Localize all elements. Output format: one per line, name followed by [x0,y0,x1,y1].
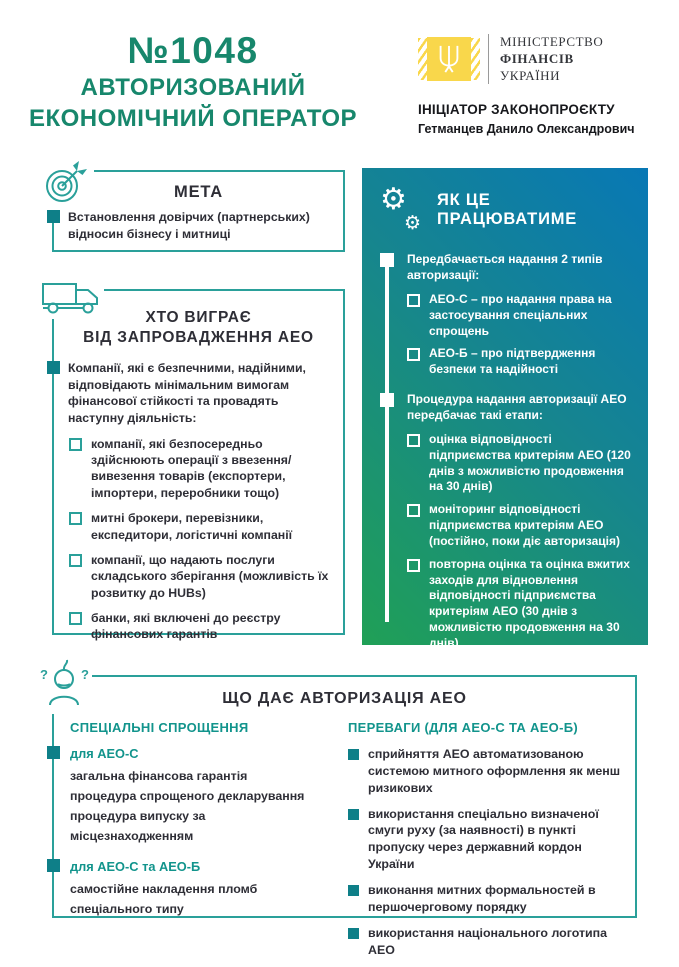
checkbox-icon [407,434,420,447]
who-title-line2: ВІД ЗАПРОВАДЖЕННЯ АЕО [83,329,314,347]
simplification-group-label: для АЕО-С та АЕО-Б [70,859,201,875]
square-bullet-icon [47,746,60,759]
simplifications-heading: СПЕЦІАЛЬНІ СПРОЩЕННЯ [70,720,249,735]
simplification-line: самостійне накладення пломб спеціального типу [70,882,258,917]
ministry-line1: МІНІСТЕРСТВО [500,34,604,49]
benefits-card [40,667,637,957]
how-panel-head [380,182,634,234]
benefits-columns [54,708,635,967]
ministry-line2: ФІНАНСІВ [500,50,574,66]
person-icon-holder [36,654,92,714]
ministry-logo-square [427,37,471,81]
how-timeline [380,252,634,652]
bill-number: №1048 [127,30,259,71]
square-bullet-icon [47,210,60,223]
checkbox-icon [69,612,82,625]
square-bullet-icon [348,749,359,760]
benefits-title: ЩО ДАЄ АВТОРИЗАЦІЯ АЕО [222,690,467,707]
meta-card [52,170,345,252]
gears-icon [380,182,424,234]
checkbox-icon [407,504,420,517]
how-item: АЕО-С – про надання права на застосування спеціальних спрощень [407,292,634,339]
advantages-column [348,716,621,967]
who-item: компанії, які безпосередньо здійснюють операції з ввезення/вивезення товарів (експортери, імпортери, переробники тощо) [69,436,331,501]
ministry-name [500,34,603,85]
gear-big-icon: ⚙ [380,182,407,217]
checkbox-icon [69,512,82,525]
simplification-line: загальна фінансова гарантія [70,769,248,783]
how-group [380,392,634,652]
checkbox-icon [407,294,420,307]
how-panel-title: ЯК ЦЕ ПРАЦЮВАТИМЕ [437,191,578,228]
square-bullet-icon [348,885,359,896]
checkbox-icon [69,438,82,451]
initiator-name: Гетманцев Данило Олександрович [418,121,635,136]
how-group [380,252,634,378]
square-bullet-icon [47,859,60,872]
initiator-label: ІНІЦІАТОР ЗАКОНОПРОЄКТУ [418,101,615,117]
simplification-group [70,746,332,846]
page-title [18,30,368,134]
how-item: моніторинг відповідності підприємства критеріям АЕО (постійно, поки діє авторизація) [407,502,634,549]
advantage-item: використання національного логотипа АЕО [348,925,621,959]
how-group-intro: Передбачається надання 2 типів авторизації: [407,252,603,282]
advantages-heading: ПЕРЕВАГИ (ДЛЯ АЕО-С ТА АЕО-Б) [348,720,578,735]
who-intro: Компанії, які є безпечними, надійними, відповідають мінімальним вимогам фінансової стійкості та провадять наступну діяльність: [68,360,331,427]
gear-small-icon: ⚙ [403,212,421,234]
how-item: повторна оцінка та оцінка вжитих заходів для відновлення відповідності підприємства критеріям АЕО (30 днів з можливістю продовження на 30 днів) [407,557,634,652]
how-it-works-panel [362,168,648,650]
truck-icon [41,280,101,316]
ministry-line3: УКРАЇНИ [500,67,561,83]
target-icon-holder [40,154,94,210]
simplifications-column [70,716,332,967]
logo-hatch-left [418,38,427,80]
who-item: компанії, що надають послуги складського зберігання (можливість їх розвитку до HUBs) [69,552,331,601]
advantage-item: використання спеціально визначеної смуги руху (за наявності) в пункті пропуску через державний кордон України [348,806,621,873]
initiator-block [418,102,663,136]
how-group-intro: Процедура надання авторизації АЕО передбачає такі етапи: [407,392,627,422]
checkbox-icon [407,348,420,361]
advantage-item: виконання митних формальностей в першочерговому порядку [348,882,621,916]
square-bullet-icon [348,928,359,939]
timeline-square-icon [380,393,394,407]
who-wins-card [52,289,345,642]
how-item: оцінка відповідності підприємства критеріям АЕО (120 днів з можливістю продовження на 30 днів) [407,432,634,495]
ukraine-trident-icon [435,43,463,75]
square-bullet-icon [348,809,359,820]
meta-text: Встановлення довірчих (партнерських) відносин бізнесу і митниці [68,209,331,242]
simplification-group-label: для АЕО-С [70,746,139,761]
truck-icon-holder [38,277,104,319]
square-bullet-icon [47,361,60,374]
who-item: митні брокери, перевізники, експедитори, логістичні компанії [69,510,331,543]
advantage-item: сприйняття АЕО автоматизованою системою митного оформлення як менш ризикових [348,746,621,797]
who-title-line1: ХТО ВИГРАЄ [145,309,252,326]
svg-text:?: ? [40,667,48,682]
checkbox-icon [69,554,82,567]
thinking-person-icon [38,657,90,711]
who-item: банки, які включені до реєстру фінансових гарантів [69,610,331,643]
page-title-line1: АВТОРИЗОВАНИЙ [80,74,306,101]
logo-hatch-right [471,38,480,80]
page-title-line2: ЕКОНОМІЧНИЙ ОПЕРАТОР [28,105,358,133]
svg-text:?: ? [81,667,89,682]
simplification-line: процедура спрощеного декларування [70,789,305,804]
simplification-group [70,859,332,919]
ministry-logo [418,34,663,85]
logo-divider [488,34,489,84]
target-dart-icon [43,158,91,206]
ministry-block [418,34,663,136]
simplification-line: процедура випуску за місцезнаходженням [70,809,206,844]
how-item: АЕО-Б – про підтвердження безпеки та надійності [407,346,634,378]
meta-title: МЕТА [174,183,223,201]
timeline-square-icon [380,253,394,267]
checkbox-icon [407,559,420,572]
